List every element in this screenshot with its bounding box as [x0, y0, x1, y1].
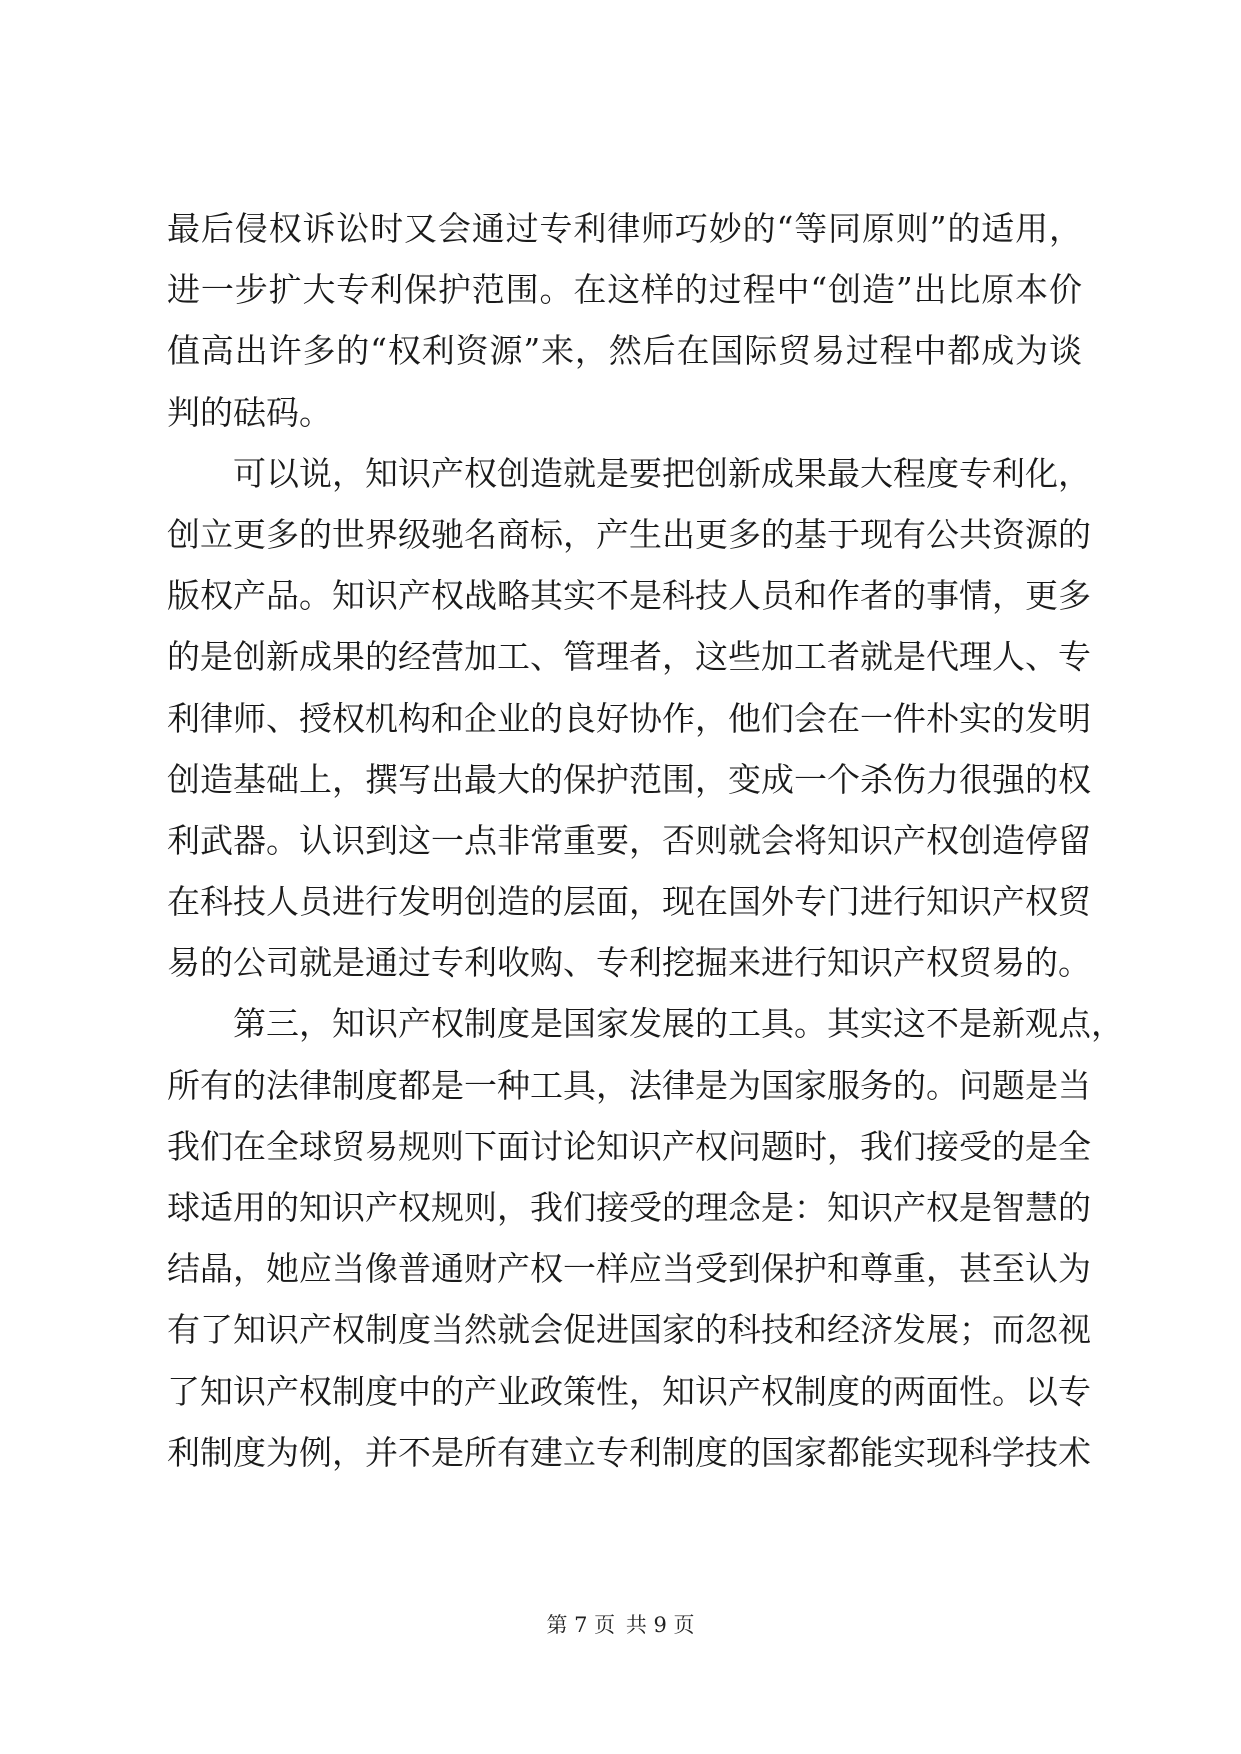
text-line: 球适用的知识产权规则，我们接受的理念是：知识产权是智慧的: [167, 1188, 1091, 1227]
text-line: 了知识产权制度中的产业政策性，知识产权制度的两面性。以专: [167, 1371, 1091, 1411]
paragraph-3: [167, 993, 1124, 1483]
text-line: 值高出许多的“权利资源”来，然后在国际贸易过程中都成为谈: [167, 331, 1082, 371]
text-line: 进一步扩大专利保护范围。在这样的过程中“创造”出比原本价: [167, 270, 1082, 310]
body-text: [167, 198, 1124, 1483]
text-line: 利律师、授权机构和企业的良好协作，他们会在一件朴实的发明: [167, 698, 1091, 738]
text-line: 利制度为例，并不是所有建立专利制度的国家都能实现科学技术: [167, 1432, 1091, 1472]
page-total: 共 9 页: [625, 1613, 695, 1637]
text-line: 在科技人员进行发明创造的层面，现在国外专门进行知识产权贸: [167, 882, 1091, 922]
text-line: 的是创新成果的经营加工、管理者，这些加工者就是代理人、专: [167, 637, 1091, 677]
text-line: 结晶，她应当像普通财产权一样应当受到保护和尊重，甚至认为: [167, 1249, 1091, 1289]
text-line: 有了知识产权制度当然就会促进国家的科技和经济发展；而忽视: [167, 1310, 1091, 1350]
text-line: 所有的法律制度都是一种工具，法律是为国家服务的。问题是当: [167, 1065, 1091, 1105]
paragraph-2: [167, 443, 1091, 994]
paragraph-1: [167, 198, 1082, 443]
text-line: 判的砝码。: [167, 392, 332, 432]
text-line: 第三，知识产权制度是国家发展的工具。其实这不是新观点，: [233, 1004, 1124, 1044]
text-line: 易的公司就是通过专利收购、专利挖掘来进行知识产权贸易的。: [167, 943, 1091, 983]
text-line: 利武器。认识到这一点非常重要，否则就会将知识产权创造停留: [167, 820, 1091, 860]
page-number: 第 7 页: [546, 1613, 616, 1637]
text-line: 最后侵权诉讼时又会通过专利律师巧妙的“等同原则”的适用，: [167, 209, 1082, 248]
text-line: 可以说，知识产权创造就是要把创新成果最大程度专利化，: [233, 453, 1091, 493]
text-line: 版权产品。知识产权战略其实不是科技人员和作者的事情，更多: [167, 576, 1091, 616]
text-line: 创造基础上，撰写出最大的保护范围，变成一个杀伤力很强的权: [167, 759, 1091, 799]
page-footer: [0, 1610, 1241, 1640]
text-line: 我们在全球贸易规则下面讨论知识产权问题时，我们接受的是全: [167, 1126, 1091, 1166]
text-line: 创立更多的世界级驰名商标，产生出更多的基于现有公共资源的: [167, 514, 1091, 554]
